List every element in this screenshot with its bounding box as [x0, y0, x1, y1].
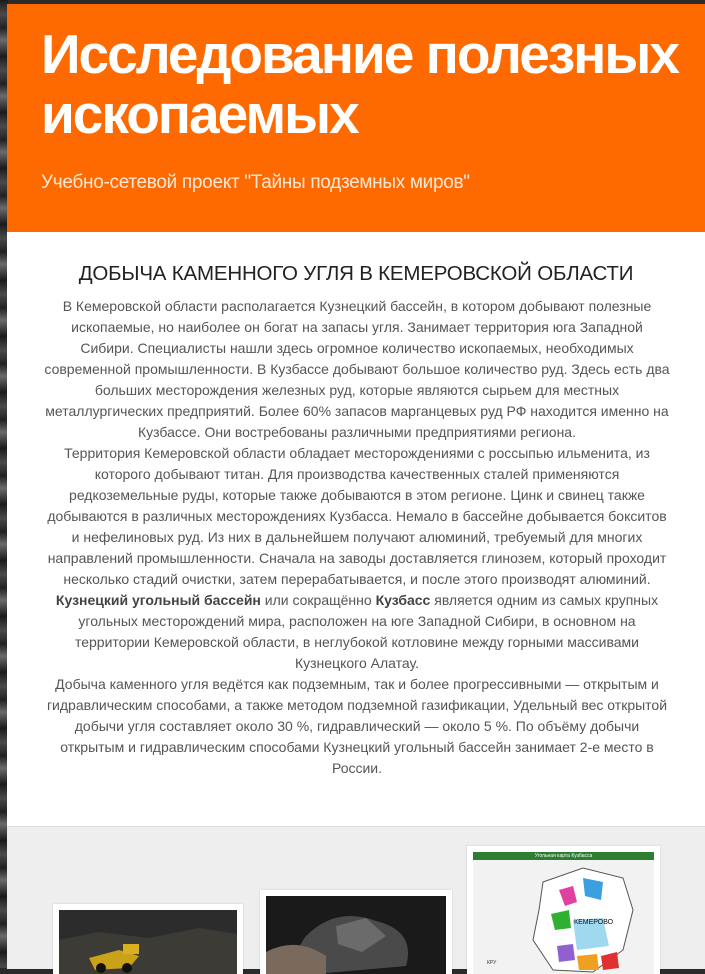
hero-banner — [7, 4, 705, 232]
gallery-card-map[interactable] — [467, 846, 660, 974]
map-city-label: КЕМЕРОВО — [574, 919, 614, 926]
gallery-card-mine[interactable] — [53, 904, 243, 974]
article-paragraph-3 — [43, 590, 671, 674]
article-heading: ДОБЫЧА КАМЕННОГО УГЛЯ В КЕМЕРОВСКОЙ ОБЛАСТИ — [78, 262, 634, 285]
paragraph-3-text-2: является одним из самых крупных угольных месторождений мира, расположен на юге Западной Сибири, в основном на территории Кемеровской области, в неглубокой котловине между горными массивами Кузнецкого Алатау. — [74, 592, 659, 671]
article-body — [43, 296, 671, 779]
image-gallery — [7, 826, 705, 969]
article-paragraph-4: Добыча каменного угля ведётся как подземным, так и более прогрессивными — открытым и гидравлическим способами, а также методом подземной газификации, Удельный вес открытой добычи угля составляет около 30 %, гидравлический — около 5 %. По объёму добычи открытым и гидравлическим способами Кузнецкий угольный бассейн занимает 2-е место в России. — [46, 676, 668, 776]
article-section — [7, 232, 705, 830]
kuzbass-coal-map — [473, 852, 654, 974]
paragraph-3-text-1: или сокращённо — [260, 592, 376, 608]
article-paragraph-1: В Кемеровской области располагается Кузнецкий бассейн, в котором добывают полезные ископаемые, но наиболее он богат на запасы угля. Занимает территория юга Западной Сибири. Специалисты нашли здесь огромное количество ископаемых, необходимых современной промышленности. В Кузбассе добывают большое количество руд. Здесь есть два больших месторождения железных руд, которые являются сырьем для местных металлургических предприятий. Более 60% запасов марганцевых руд РФ находится именно на Кузбассе. Они востребованы различными предприятиями региона. — [44, 298, 670, 440]
map-title: Угольная карта Кузбасса — [473, 852, 654, 860]
coal-mine-photo — [59, 910, 237, 974]
bold-term-kuznetsk-basin: Кузнецкий угольный бассейн — [55, 592, 261, 608]
gallery-card-coal[interactable] — [260, 890, 452, 974]
page — [7, 4, 705, 968]
article-paragraph-2: Территория Кемеровской области обладает месторождениями с россыпью ильменита, из которого добывают титан. Для производства качественных сталей применяются редкоземельные руды, которые также добываются в этом регионе. Цинк и свинец также добываются в различных месторождениях Кузбасса. Немало в бассейне добывается бокситов и нефелиновых руд. Из них в дальнейшем получают алюминий, требуемый для многих направлений промышленности. Сначала на заводы доставляется глинозем, который проходит несколько стадий очистки, затем перерабатывается, и после этого производят алюминий. — [47, 445, 667, 587]
coal-lumps-photo — [266, 896, 446, 974]
page-subtitle: Учебно-сетевой проект "Тайны подземных миров" — [41, 172, 470, 193]
map-footer-label: КРУ — [487, 960, 497, 966]
bold-term-kuzbass: Кузбасс — [375, 592, 431, 608]
page-title: Исследование полезных ископаемых — [41, 23, 678, 145]
